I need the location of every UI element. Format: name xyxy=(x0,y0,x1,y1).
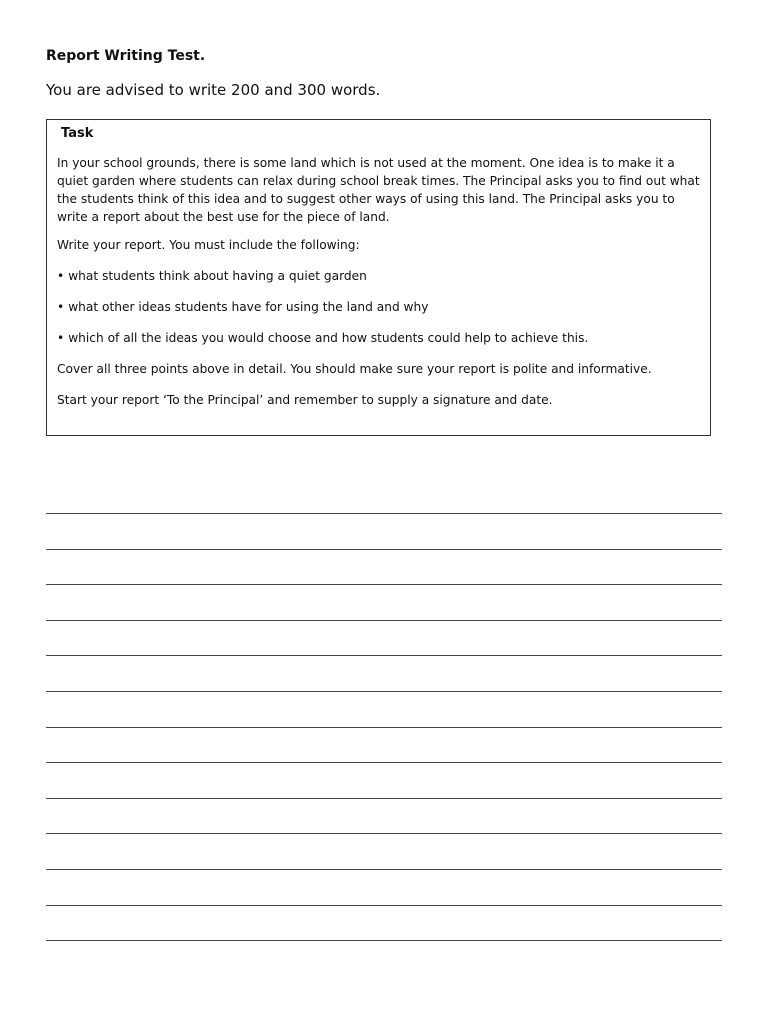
answer-line[interactable] xyxy=(46,869,722,905)
answer-line[interactable] xyxy=(46,833,722,869)
task-bullet xyxy=(57,298,700,316)
task-bullet-text: which of all the ideas you would choose and how students could help to achieve this. xyxy=(68,331,589,345)
answer-line[interactable] xyxy=(46,798,722,834)
bullet-icon: • xyxy=(57,331,65,345)
answer-line[interactable] xyxy=(46,940,722,976)
answer-line[interactable] xyxy=(46,905,722,941)
answer-line[interactable] xyxy=(46,513,722,549)
task-bullet xyxy=(57,329,700,347)
answer-line[interactable] xyxy=(46,727,722,763)
answer-line[interactable] xyxy=(46,762,722,798)
task-cover-note: Cover all three points above in detail. You should make sure your report is polite and informative. xyxy=(57,362,652,376)
task-intro: In your school grounds, there is some land which is not used at the moment. One idea is to make it a quiet garden where students can relax during school break times. The Principal asks you to find out what the students think of this idea and to suggest other ways of using this land. The Principal asks you to write a report about the best use for the piece of land. xyxy=(57,156,700,224)
word-count-instruction: You are advised to write 200 and 300 words. xyxy=(46,81,381,99)
answer-line[interactable] xyxy=(46,691,722,727)
task-prompt: Write your report. You must include the following: xyxy=(57,238,360,252)
bullet-icon: • xyxy=(57,269,65,283)
bullet-icon: • xyxy=(57,300,65,314)
task-bullet xyxy=(57,267,700,285)
page-title: Report Writing Test. xyxy=(46,48,206,64)
task-start-note: Start your report ‘To the Principal’ and remember to supply a signature and date. xyxy=(57,393,553,407)
task-bullet-text: what students think about having a quiet garden xyxy=(68,269,367,283)
answer-line[interactable] xyxy=(46,620,722,656)
answer-line[interactable] xyxy=(46,584,722,620)
task-heading: Task xyxy=(61,126,94,141)
task-box xyxy=(46,119,711,436)
answer-line[interactable] xyxy=(46,549,722,585)
task-bullet-text: what other ideas students have for using the land and why xyxy=(68,300,429,314)
answer-writing-area[interactable] xyxy=(46,513,722,976)
answer-line[interactable] xyxy=(46,655,722,691)
